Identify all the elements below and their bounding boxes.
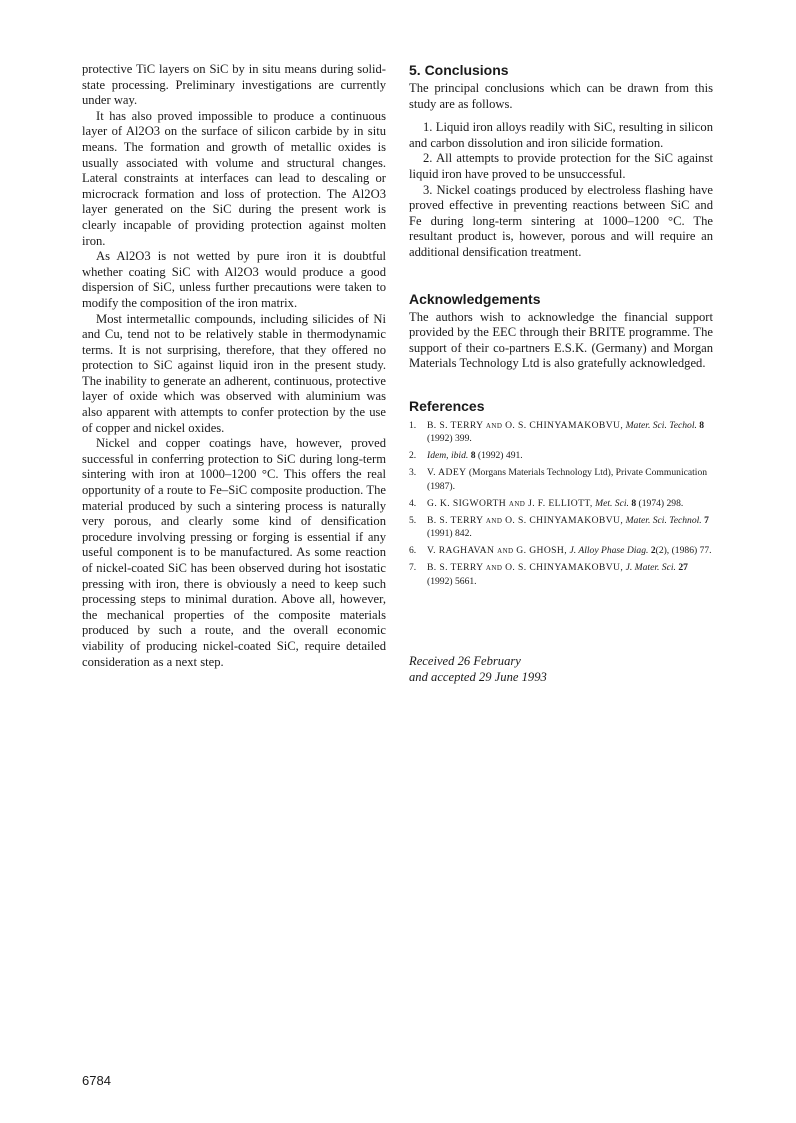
conclusion-item: 3. Nickel coatings produced by electroless flashing have proved effective in preventing reactions between SiC and Fe during long-term sintering at 1000–1200 °C. The resultant product is, however, porous and will require an additional densification treatment. bbox=[409, 182, 713, 259]
references-heading: References bbox=[409, 397, 485, 414]
acknowledgements-heading: Acknowledgements bbox=[409, 290, 541, 307]
page-number: 6784 bbox=[82, 1073, 111, 1088]
reference-item: 3. V. ADEY (Morgans Materials Technology Ltd), Private Communication (1987). bbox=[409, 467, 708, 492]
reference-item: 1. B. S. TERRY and O. S. CHINYAMAKOBVU, Mater. Sci. Techol. 8 (1992) 399. bbox=[409, 419, 705, 445]
paragraph-2: It has also proved impossible to produce a continuous layer of Al2O3 on the surface of silicon carbide by in situ means. The formation and growth of metallic oxides is usually associated with volume and structural changes. Lateral constraints at interfaces can lead to descaling or microcrack formation and loss of protection. The Al2O3 layer generated on the SiC during the present work is clearly incapable of providing protection against molten iron. bbox=[82, 108, 386, 248]
conclusion-item: 2. All attempts to provide protection for the SiC against liquid iron have proved to be unsuccessful. bbox=[409, 151, 713, 181]
paragraph-4: Most intermetallic compounds, including silicides of Ni and Cu, tend not to be relatively stable in thermodynamic terms. It is not surprising, therefore, that they offered no protection to SiC against liquid iron in the present study. The inability to generate an adherent, continuous, protective layer of oxide which was observed with aluminium was also apparent with attempts to confer protection by the use of copper and nickel oxides. bbox=[82, 311, 386, 435]
reference-item: 6. V. RAGHAVAN and G. GHOSH, J. Alloy Phase Diag. 2(2), (1986) 77. bbox=[409, 545, 712, 557]
conclusion-item: 1. Liquid iron alloys readily with SiC, resulting in silicon and carbon dissolution and iron silicide formation. bbox=[409, 120, 713, 150]
conclusions-intro: The principal conclusions which can be drawn from this study are as follows. bbox=[409, 81, 713, 111]
right-column bbox=[409, 62, 713, 685]
reference-item: 5. B. S. TERRY and O. S. CHINYAMAKOBVU, Mater. Sci. Technol. 7 (1991) 842. bbox=[409, 514, 709, 540]
conclusions-section bbox=[409, 62, 713, 261]
references-list bbox=[409, 419, 713, 588]
conclusions-heading: 5. Conclusions bbox=[409, 62, 509, 78]
acknowledgements-text: The authors wish to acknowledge the financial support provided by the EEC through their BRITE programme. The support of their co-partners E.S.K. (Germany) and Morgan Materials Technology Ltd is also gratefully acknowledged. bbox=[409, 309, 713, 371]
reference-item: 4. G. K. SIGWORTH and J. F. ELLIOTT, Met. Sci. 8 (1974) 298. bbox=[409, 497, 684, 509]
reference-item: 2. Idem, ibid. 8 (1992) 491. bbox=[409, 450, 523, 462]
acknowledgements-section bbox=[409, 291, 713, 372]
received-note bbox=[409, 654, 713, 685]
reference-item: 7. B. S. TERRY and O. S. CHINYAMAKOBVU, J. Mater. Sci. 27 (1992) 5661. bbox=[409, 562, 688, 587]
paragraph-1: protective TiC layers on SiC by in situ means during solid-state processing. Preliminary investigations are currently under way. bbox=[82, 62, 386, 108]
paragraph-5: Nickel and copper coatings have, however, proved successful in conferring protection to SiC during long-term sintering with iron at 1000–1200 °C. This offers the real opportunity of a route to Fe–SiC composite production. The material produced by such a sintering process is naturally very porous, and clearly some kind of densification procedure involving pressing or forging is essential if any useful component is to be manufactured. As some reaction of nickel-coated SiC has been observed during hot isostatic pressing with iron, there is obviously a need to keep such processing steps to minimal duration. Above all, however, the mechanical properties of the composite materials produced by such a route, and the overall economic viability of producing nickel-coated SiC, require detailed consideration as a next step. bbox=[82, 436, 386, 669]
paragraph-3: As Al2O3 is not wetted by pure iron it is doubtful whether coating SiC with Al2O3 would produce a good dispersion of SiC, unless further precautions were taken to modify the composition of the iron matrix. bbox=[82, 249, 386, 310]
references-section bbox=[409, 398, 713, 588]
received-line: Received 26 February bbox=[409, 653, 521, 668]
left-column bbox=[82, 62, 386, 670]
accepted-line: and accepted 29 June 1993 bbox=[409, 669, 547, 684]
conclusions-list bbox=[409, 120, 713, 260]
